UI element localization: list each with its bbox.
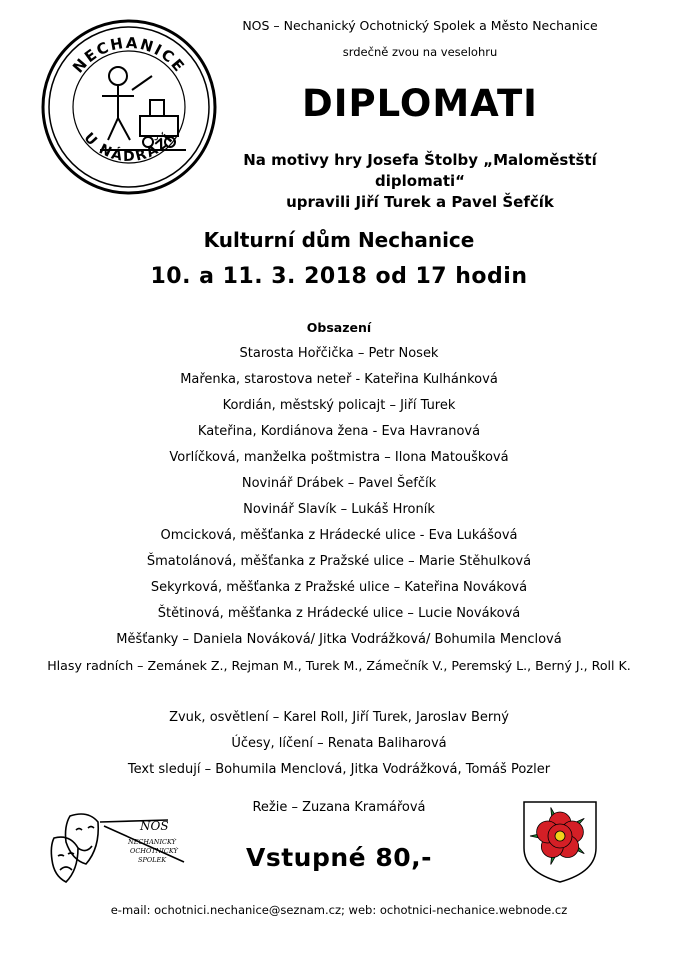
contact-line: e-mail: ochotnici.nechanice@seznam.cz; web: ochotnici-nechanice.webnode.cz — [110, 903, 568, 917]
admission-price: Vstupné 80,- — [246, 843, 432, 872]
nos-seal-logo — [40, 18, 218, 196]
credit-line: Text sledují – Bohumila Menclová, Jitka Vodrážková, Tomáš Pozler — [127, 762, 551, 777]
cast-line: Vorlíčková, manželka poštmistra – Ilona Matoušková — [169, 450, 509, 465]
motive-block — [200, 150, 640, 213]
cast-line: Sekyrková, měšťanka z Pražské ulice – Kateřina Nováková — [150, 580, 528, 595]
cast-line: Hlasy radních – Zemánek Z., Rejman M., Turek M., Zámečník V., Peremský L., Berný J., Roll K. — [47, 658, 631, 673]
venue: Kulturní dům Nechanice — [203, 228, 475, 252]
cast-line: Starosta Hořčička – Petr Nosek — [239, 346, 439, 361]
cast-heading: Obsazení — [306, 320, 372, 335]
cast-line: Mařenka, starostova neteř - Kateřina Kulhánková — [180, 372, 498, 387]
cast-line: Kateřina, Kordiánova žena - Eva Havranová — [197, 424, 481, 439]
town-coat-of-arms-logo — [522, 800, 598, 884]
cast-line: Měšťanky – Daniela Nováková/ Jitka Vodrážková/ Bohumila Menclová — [116, 632, 562, 647]
organizer-line: NOS – Nechanický Ochotnický Spolek a Město Nechanice — [242, 18, 598, 33]
event-datetime: 10. a 11. 3. 2018 od 17 hodin — [150, 264, 528, 289]
motive-line-1: Na motivy hry Josefa Štolby „Maloměstští diplomati“ — [243, 151, 597, 190]
cast-line: Novinář Slavík – Lukáš Hroník — [243, 502, 435, 517]
invitation-line: srdečně zvou na veselohru — [342, 45, 498, 59]
cast-line: Omcicková, měšťanka z Hrádecké ulice - Eva Lukášová — [160, 528, 518, 543]
cast-line: Novinář Drábek – Pavel Šefčík — [241, 476, 437, 491]
seal-top-text: NECHANICE — [69, 33, 189, 77]
play-title: DIPLOMATI — [302, 82, 538, 125]
cast-line: Šmatolánová, měšťanka z Pražské ulice – Marie Stěhulková — [146, 554, 532, 569]
masks-logo-line2: OCHOTNICKÝ — [130, 847, 178, 855]
motive-line-2: upravili Jiří Turek a Pavel Šefčík — [286, 193, 554, 211]
credit-line: Účesy, líčení – Renata Baliharová — [231, 736, 447, 751]
masks-logo-line1: NECHANICKÝ — [128, 838, 176, 846]
masks-logo-abbr: NOS — [140, 819, 169, 833]
seal-bottom-text: U NÁDRAŽÍ — [80, 129, 178, 165]
credit-line: Zvuk, osvětlení – Karel Roll, Jiří Turek, Jaroslav Berný — [169, 710, 509, 725]
director-line: Režie – Zuzana Kramářová — [252, 800, 426, 815]
cast-line: Kordián, městský policajt – Jiří Turek — [222, 398, 456, 413]
masks-logo-line3: SPOLEK — [138, 856, 167, 864]
cast-line: Štětinová, měšťanka z Hrádecké ulice – Lucie Nováková — [157, 606, 521, 621]
